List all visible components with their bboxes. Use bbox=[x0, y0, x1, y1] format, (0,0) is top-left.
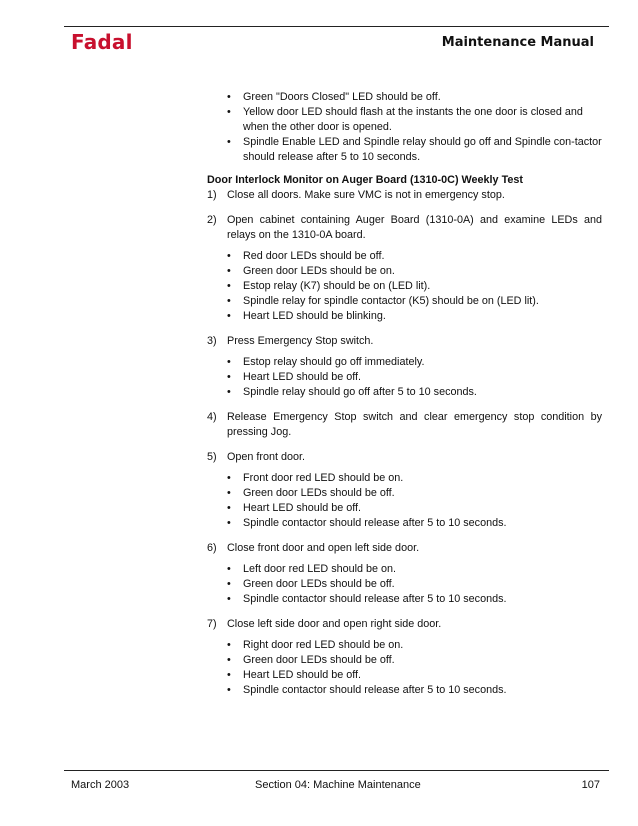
list-item: • Green "Doors Closed" LED should be off. bbox=[227, 90, 602, 105]
page-number: 107 bbox=[581, 779, 600, 791]
step-text: Open front door. bbox=[227, 451, 306, 463]
list-item: • Left door red LED should be on. bbox=[227, 562, 602, 577]
brand-logo-text: Fadal bbox=[71, 30, 133, 54]
list-item: • Right door red LED should be on. bbox=[227, 638, 602, 653]
list-item: • Red door LEDs should be off. bbox=[227, 249, 602, 264]
step-number: 7) bbox=[207, 618, 217, 630]
footer-date: March 2003 bbox=[71, 779, 130, 791]
section-heading: Door Interlock Monitor on Auger Board (1310-0C) Weekly Test bbox=[207, 174, 523, 186]
step-text: Close left side door and open right side door. bbox=[227, 618, 442, 630]
list-item: • Heart LED should be blinking. bbox=[227, 309, 602, 324]
step-text: Close front door and open left side door. bbox=[227, 542, 420, 554]
step-number: 2) bbox=[207, 214, 217, 226]
list-item: • Heart LED should be off. bbox=[227, 370, 602, 385]
step-2 bbox=[207, 213, 602, 324]
header-rule bbox=[64, 26, 609, 27]
list-item: • Estop relay (K7) should be on (LED lit). bbox=[227, 279, 602, 294]
step-6 bbox=[207, 541, 602, 607]
step-number: 1) bbox=[207, 189, 217, 201]
list-item: • Green door LEDs should be off. bbox=[227, 577, 602, 592]
list-item: • Yellow door LED should flash at the instants the one door is closed and when the other door is opened. bbox=[227, 105, 602, 135]
list-item: • Spindle relay for spindle contactor (K5) should be on (LED lit). bbox=[227, 294, 602, 309]
step-bullet-list bbox=[227, 562, 602, 607]
list-item: • Green door LEDs should be off. bbox=[227, 653, 602, 668]
step-number: 4) bbox=[207, 411, 217, 423]
list-item: • Heart LED should be off. bbox=[227, 668, 602, 683]
list-item: • Spindle Enable LED and Spindle relay should go off and Spindle con-tactor should release after 5 to 10 seconds. bbox=[227, 135, 602, 165]
step-5 bbox=[207, 450, 602, 531]
step-bullet-list bbox=[227, 249, 602, 324]
step-text: Press Emergency Stop switch. bbox=[227, 335, 374, 347]
step-4 bbox=[207, 410, 602, 440]
list-item: • Heart LED should be off. bbox=[227, 501, 602, 516]
list-item: • Green door LEDs should be on. bbox=[227, 264, 602, 279]
step-number: 6) bbox=[207, 542, 217, 554]
list-item: • Green door LEDs should be off. bbox=[227, 486, 602, 501]
step-bullet-list bbox=[227, 355, 602, 400]
manual-title: Maintenance Manual bbox=[441, 35, 594, 50]
footer-rule bbox=[64, 770, 609, 771]
step-bullet-list bbox=[227, 471, 602, 531]
step-text: Release Emergency Stop switch and clear emergency stop condition by pressing Jog. bbox=[227, 411, 602, 438]
page-content bbox=[207, 90, 602, 698]
step-number: 3) bbox=[207, 335, 217, 347]
intro-bullet-list bbox=[227, 90, 602, 165]
list-item: • Spindle contactor should release after 5 to 10 seconds. bbox=[227, 592, 602, 607]
list-item: • Estop relay should go off immediately. bbox=[227, 355, 602, 370]
step-bullet-list bbox=[227, 638, 602, 698]
step-number: 5) bbox=[207, 451, 217, 463]
step-3 bbox=[207, 334, 602, 400]
list-item: • Spindle contactor should release after 5 to 10 seconds. bbox=[227, 516, 602, 531]
list-item: • Spindle relay should go off after 5 to 10 seconds. bbox=[227, 385, 602, 400]
step-text: Open cabinet containing Auger Board (1310-0A) and examine LEDs and relays on the 1310-0A board. bbox=[227, 214, 602, 241]
step-text: Close all doors. Make sure VMC is not in emergency stop. bbox=[227, 189, 505, 201]
step-7 bbox=[207, 617, 602, 698]
step-1 bbox=[207, 188, 602, 203]
list-item: • Spindle contactor should release after 5 to 10 seconds. bbox=[227, 683, 602, 698]
footer-section: Section 04: Machine Maintenance bbox=[255, 779, 421, 791]
list-item: • Front door red LED should be on. bbox=[227, 471, 602, 486]
